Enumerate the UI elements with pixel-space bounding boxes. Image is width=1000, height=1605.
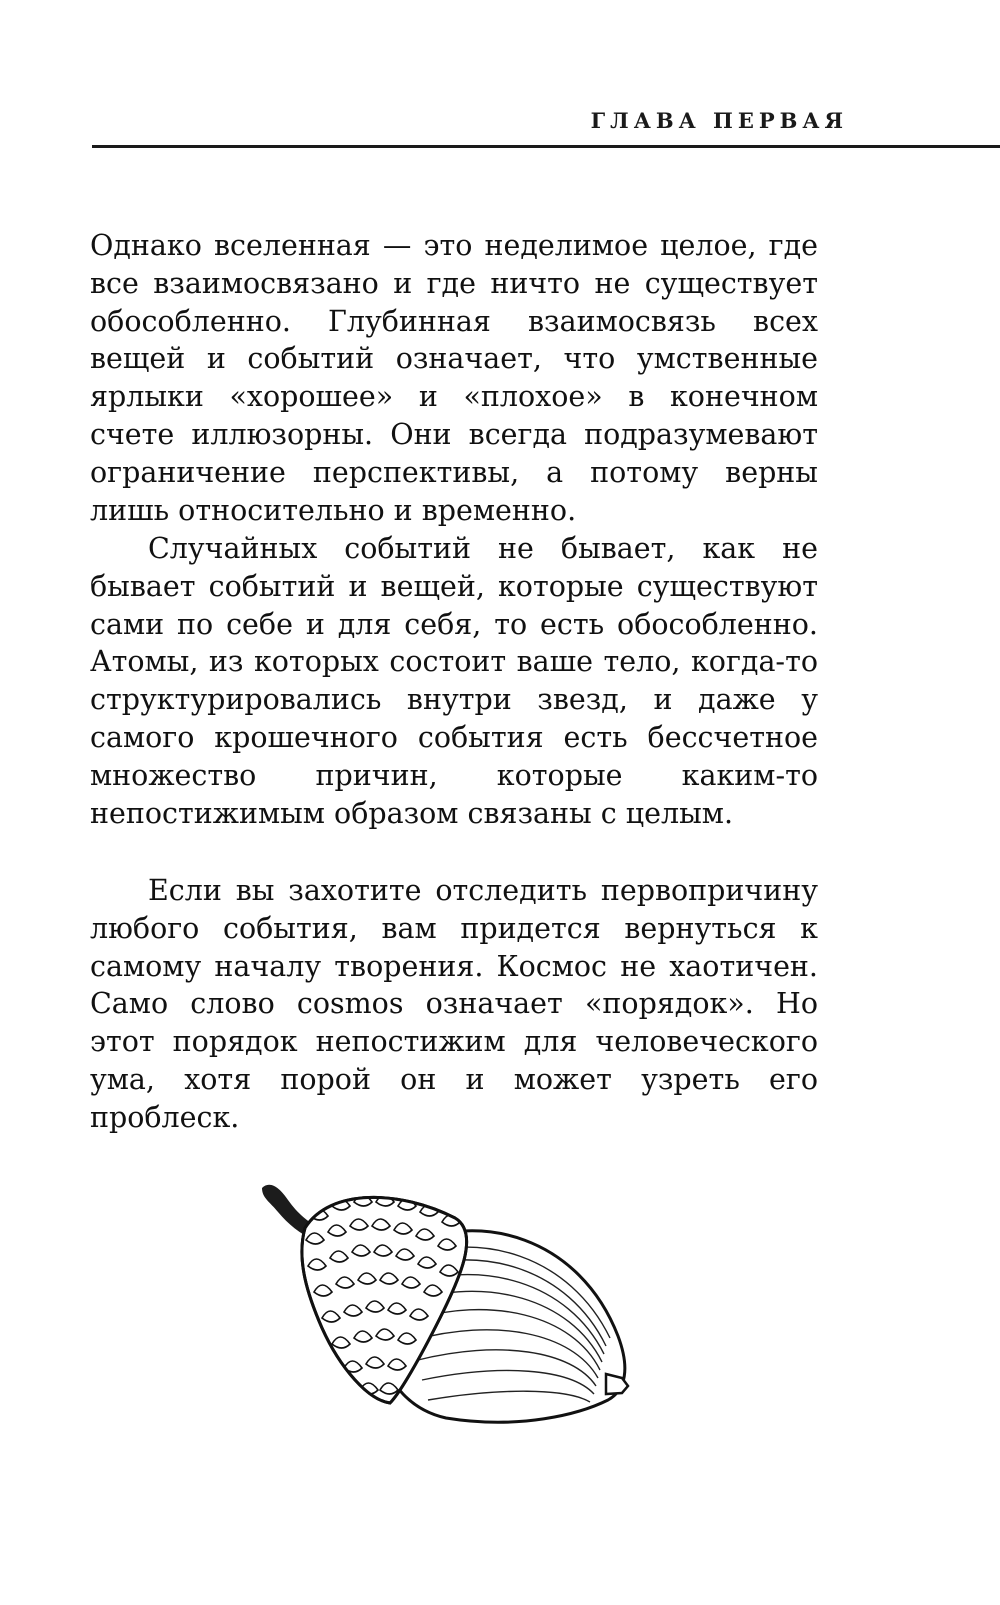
paragraph-text: Случайных событий не бывает, как не бывает событий и вещей, которые существуют сами по себе и для себя, то есть обособленно. Атомы, из которых состоит ваше тело, когда-то структурировались внутри звезд, и даже у самого крошечного события есть бессчетное множество причин, которые каким-то непостижимым образом связаны с целым. [90, 532, 818, 830]
paragraph-text: Однако вселенная — это неделимое целое, где все взаимосвязано и где ничто не существует обособленно. Глубинная взаимосвязь всех вещей и событий означает, что умственные ярлыки «хорошее» и «плохое» в конечном счете иллюзорны. Они всегда подразумевают ограничение перспективы, а потому верны лишь относительно и временно. [90, 229, 818, 527]
paragraph-1 [90, 227, 818, 529]
acorn-illustration [250, 1168, 650, 1458]
running-head: ГЛАВА ПЕРВАЯ [590, 108, 848, 133]
paragraph-text: Если вы захотите отследить первопричину любого события, вам придется вернуться к самому началу творения. Космос не хаотичен. Само слово cosmos означает «порядок». Но этот порядок непостижим для человеческого ума, хотя порой он и может узреть его проблеск. [90, 874, 818, 1134]
paragraph-2 [90, 530, 818, 832]
paragraph-3 [90, 872, 818, 1137]
header-rule [92, 145, 1000, 148]
